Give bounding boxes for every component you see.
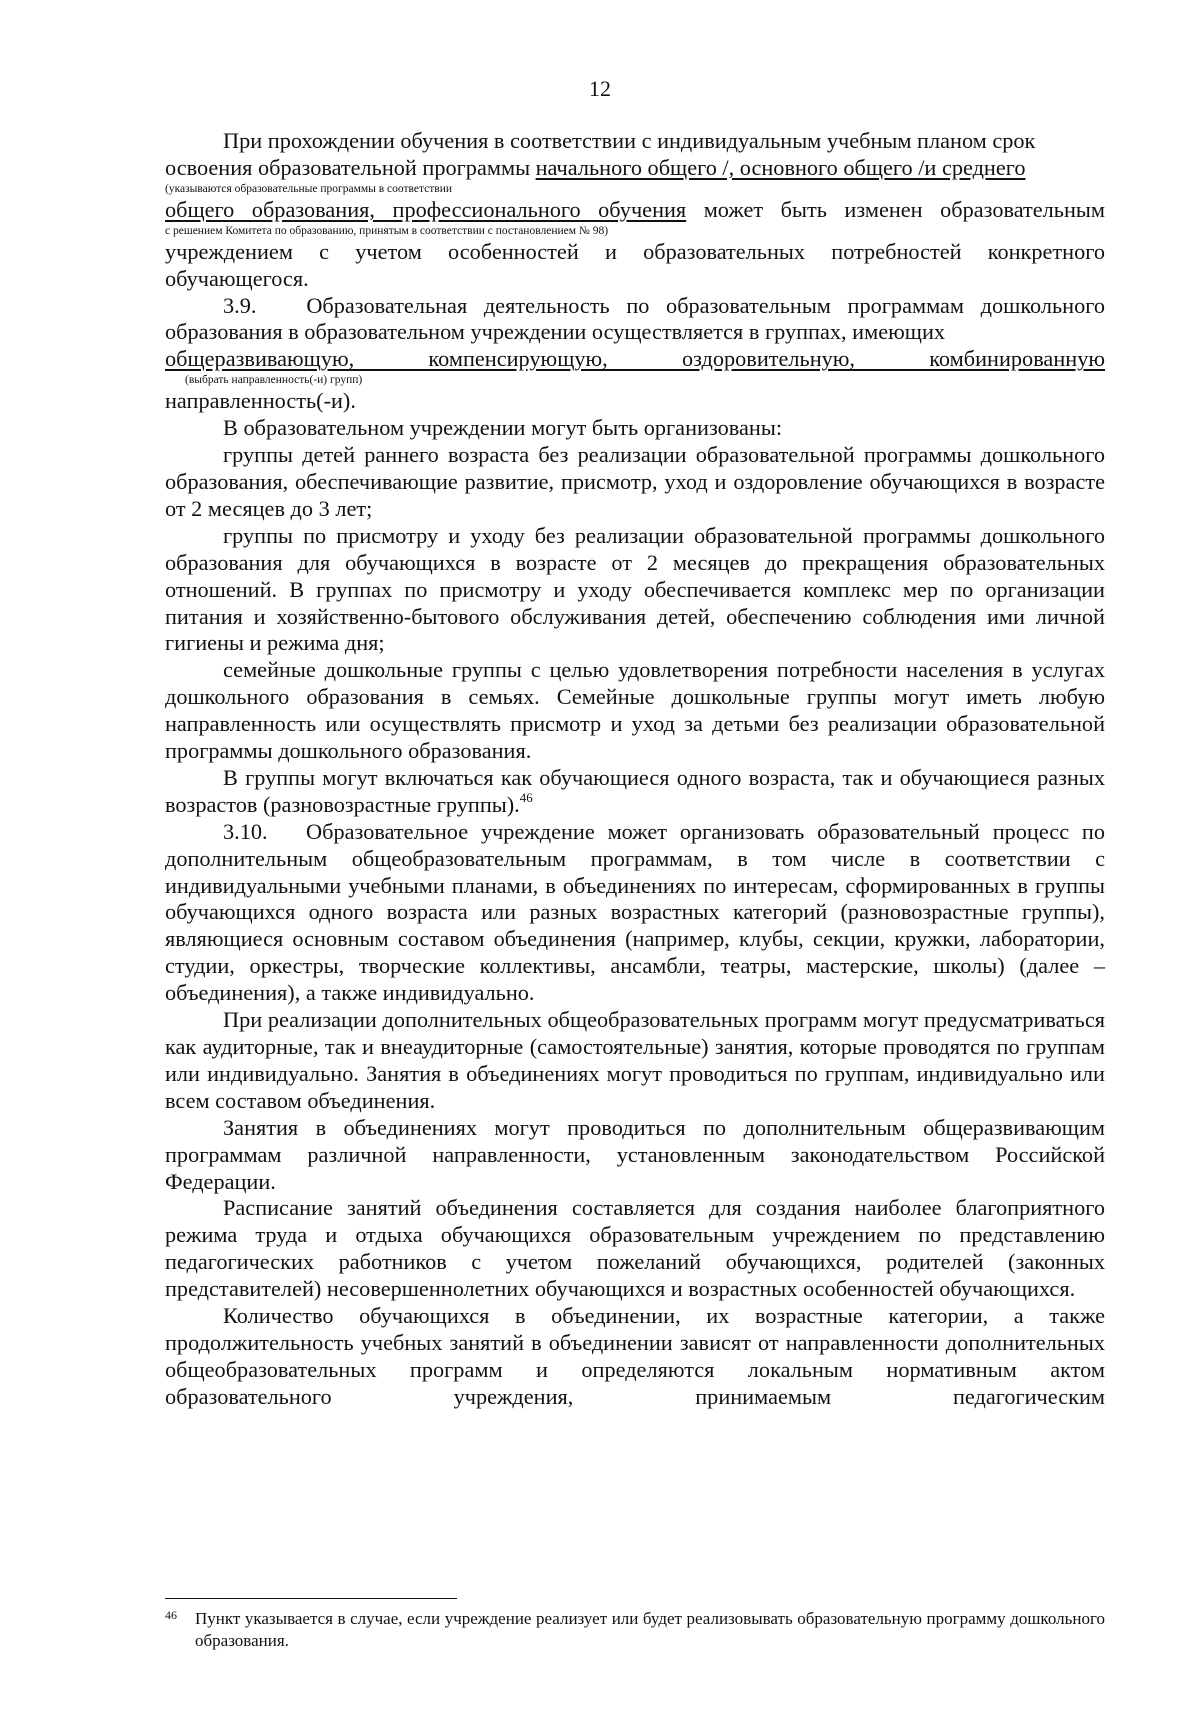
paragraph-schedule: Расписание занятий объединения составляется для создания наиболее благоприятного режима труда и отдыха обучающихся образовательным учреждением по представлению педагогических работников с учетом пожеланий обучающихся, родителей (законных представителей) несовершеннолетних обучающихся и возрастных особенностей обучающихся.	[165, 1195, 1105, 1302]
paragraph-care-groups: группы по присмотру и уходу без реализации образовательной программы дошкольного образования для обучающихся в возрасте от 2 месяцев до прекращения образовательных отношений. В группах по присмотру и уходу обеспечивается комплекс мер по организации питания и хозяйственно-бытового обслуживания детей, обеспечению соблюдения ими личной гигиены и режима дня;	[165, 522, 1105, 656]
paragraph-1-line-3	[165, 197, 1105, 224]
paragraph-3-9: 3.9. Образовательная деятельность по образовательным программам дошкольного образования в образовательном учреждении осуществляется в группах, имеющих	[165, 292, 1105, 345]
paragraph-1-line-1: При прохождении обучения в соответствии с индивидуальным учебным планом срок	[223, 128, 1036, 153]
paragraph-early-age-groups: группы детей раннего возраста без реализации образовательной программы дошкольного образования, обеспечивающие развитие, присмотр, уход и оздоровление обучающихся в возрасте от 2 месяцев до 3 лет;	[165, 442, 1105, 521]
committee-decision-hint: с решением Комитета по образованию, принятым в соответствии с постановлением № 98)	[165, 224, 609, 237]
paragraph-3-10: 3.10. Образовательное учреждение может организовать образовательный процесс по дополнительным общеобразовательным программам, в том числе в соответствии с индивидуальными учебными планами, в объединениях по интересам, сформированных в группы обучающихся одного возраста или разных возрастных категорий (разновозрастные группы), являющиеся основным составом объединения (например, клубы, секции, кружки, лаборатории, студии, оркестры, творческие коллективы, ансамбли, театры, мастерские, школы) (далее – объединения), а также индивидуально.	[165, 818, 1105, 1006]
paragraph-association-classes: Занятия в объединениях могут проводиться по дополнительным общеразвивающим программам различной направленности, установленным законодательством Российской Федерации.	[165, 1114, 1105, 1194]
footnote-text: Пункт указывается в случае, если учреждение реализует или будет реализовывать образовательную программу дошкольного образования.	[195, 1609, 1105, 1650]
paragraph-family-groups: семейные дошкольные группы с целью удовлетворения потребности населения в услугах дошкольного образования в семьях. Семейные дошкольные группы могут иметь любую направленность или осуществлять присмотр и уход за детьми без реализации образовательной программы дошкольного образования.	[165, 657, 1105, 764]
program-hint: (указываются образовательные программы в соответствии	[165, 182, 453, 195]
paragraph-groups-intro: В образовательном учреждении могут быть организованы:	[223, 415, 783, 441]
paragraph-additional-programs: При реализации дополнительных общеобразовательных программ могут предусматриваться как аудиторные, так и внеаудиторные (самостоятельные) занятия, которые проводятся по группам или индивидуально. Занятия в объединениях могут проводиться по группам, индивидуально или всем составом объединения.	[165, 1007, 1105, 1113]
paragraph-1-text: освоения образовательной программы	[165, 154, 536, 180]
orientation-hint: (выбрать направленность(-и) групп)	[185, 374, 363, 387]
footnote-divider	[165, 1598, 457, 1599]
paragraph-student-count: Количество обучающихся в объединении, их возрастные категории, а также продолжительность учебных занятий в объединении зависят от направленности дополнительных общеобразовательных программ и определяются локальным нормативным актом образовательного учреждения, принимаемым педагогическим	[165, 1303, 1105, 1409]
footnote	[165, 1608, 1105, 1652]
program-levels-fill-in: начального общего /, основного общего /и среднего	[535, 154, 1026, 180]
footnote-number: 46	[165, 1608, 177, 1622]
footnote-ref: 46	[519, 789, 533, 805]
mixed-age-text: В группы могут включаться как обучающиеся одного возраста, так и обучающиеся разных возрастов (разновозрастные группы).	[165, 764, 1105, 817]
education-types-fill-in: общего образования, профессионального обучения	[165, 196, 687, 222]
group-orientation-fill-in: общеразвивающую, компенсирующую, оздоровительную, комбинированную	[165, 346, 1105, 372]
paragraph-1-end: учреждением с учетом особенностей и образовательных потребностей конкретного обучающегося.	[165, 238, 1105, 291]
paragraph-1-line-2	[165, 155, 1105, 182]
paragraph-mixed-age	[165, 765, 1105, 819]
paragraph-3-9-end: направленность(-и).	[165, 388, 356, 414]
page-number: 12	[589, 76, 611, 101]
document-body	[165, 128, 1105, 1411]
paragraph-1-text-cont: может быть изменен образовательным	[686, 196, 1105, 222]
